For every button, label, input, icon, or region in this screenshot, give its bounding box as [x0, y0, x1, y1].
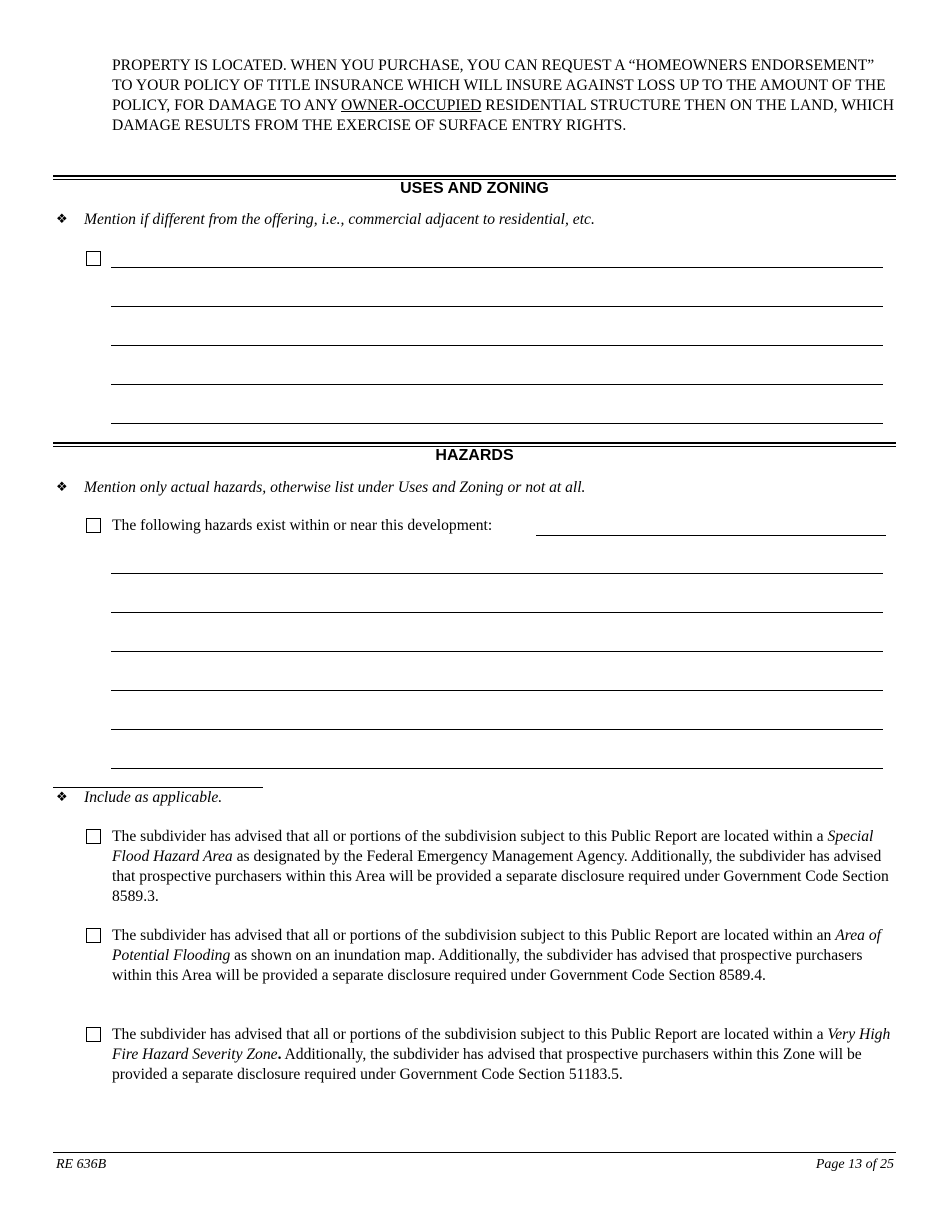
short-divider — [53, 787, 263, 788]
hazards-heading: HAZARDS — [435, 447, 514, 464]
intro-underlined-term: OWNER-OCCUPIED — [341, 97, 482, 114]
intro-paragraph — [112, 56, 897, 136]
intro-text-before: PROPERTY IS LOCATED. WHEN YOU PURCHASE, YOU CAN REQUEST A “HOMEOWNERS ENDORSEMENT” TO YOUR POLICY OF TITLE INSURANCE WHICH WILL INSURE AGAINST LOSS UP TO THE AMOUNT OF THE POLICY, FOR DAMAGE TO ANY — [112, 57, 886, 114]
uses-blank-line[interactable] — [111, 306, 883, 307]
intro-text-after: RESIDENTIAL STRUCTURE THEN ON THE LAND, WHICH DAMAGE RESULTS FROM THE EXERCISE OF SURFACE ENTRY RIGHTS. — [112, 97, 895, 134]
uses-zoning-heading: USES AND ZONING — [400, 180, 549, 197]
form-id: RE 636B — [56, 1157, 107, 1172]
potential-flooding-statement: The subdivider has advised that all or portions of the subdivision subject to this Public Report are located within an Area of Potential Flooding as shown on an inundation map. Additionally, the subdivider has advised that prospective purchasers within this Area will be provided a separate disclosure required under Government Code Section 8589.4. — [112, 927, 882, 984]
diamond-bullet-icon: ❖ — [56, 211, 68, 226]
hazards-blank-line[interactable] — [111, 690, 883, 691]
uses-blank-line[interactable] — [111, 345, 883, 346]
potential-flooding-checkbox[interactable] — [86, 928, 101, 943]
flood-hazard-statement: The subdivider has advised that all or portions of the subdivision subject to this Public Report are located within a Special Flood Hazard Area as designated by the Federal Emergency Management Agency. Additionally, the subdivider has advised that prospective purchasers within this Area will be provided a separate disclosure required under Government Code Section 8589.3. — [112, 828, 889, 905]
hazards-inline-blank[interactable] — [536, 535, 886, 536]
hazards-checkbox[interactable] — [86, 518, 101, 533]
page-number: Page 13 of 25 — [815, 1157, 894, 1172]
footer-rule — [53, 1152, 896, 1153]
diamond-bullet-icon: ❖ — [56, 479, 68, 494]
hazards-option-label: The following hazards exist within or near this development: — [112, 517, 493, 534]
uses-blank-line[interactable] — [111, 267, 883, 268]
diamond-bullet-icon: ❖ — [56, 789, 68, 804]
fire-hazard-checkbox[interactable] — [86, 1027, 101, 1042]
hazards-blank-line[interactable] — [111, 651, 883, 652]
hazards-blank-line[interactable] — [111, 573, 883, 574]
uses-blank-line[interactable] — [111, 384, 883, 385]
flood-hazard-checkbox[interactable] — [86, 829, 101, 844]
uses-checkbox[interactable] — [86, 251, 101, 266]
fire-hazard-statement: The subdivider has advised that all or portions of the subdivision subject to this Public Report are located within a Very High Fire Hazard Severity Zone. Additionally, the subdivider has advised that prospective purchasers within this Zone will be provided a separate disclosure required under Government Code Section 51183.5. — [112, 1026, 891, 1083]
hazards-blank-line[interactable] — [111, 612, 883, 613]
hazards-blank-line[interactable] — [111, 729, 883, 730]
hazards-blank-line[interactable] — [111, 768, 883, 769]
uses-blank-line[interactable] — [111, 423, 883, 424]
